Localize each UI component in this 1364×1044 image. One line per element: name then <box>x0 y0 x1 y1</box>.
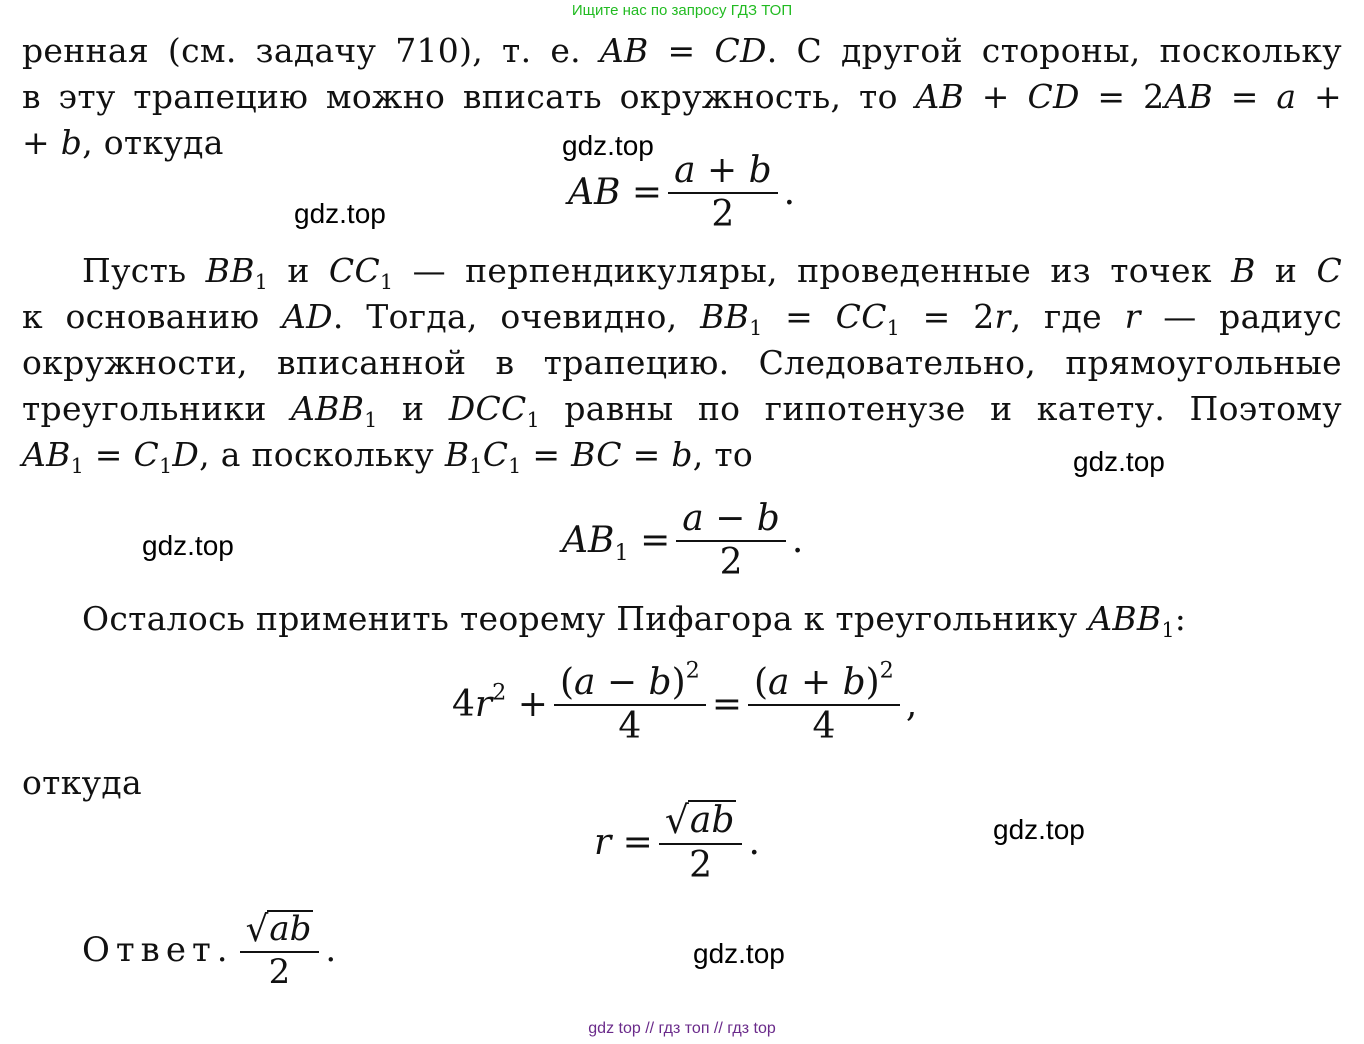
formula-r: r = √ ab 2 . <box>594 798 760 886</box>
text-line: Осталось применить теорему Пифагора к треугольнику $ABB_1$: <box>82 599 1187 643</box>
text-line: ренная (см. задачу 710), т. е. AB = CD. С другой стороны, поскольку <box>22 31 1343 70</box>
text-fragment: , откуда <box>82 123 224 162</box>
search-banner[interactable]: Ищите нас по запросу ГДЗ ТОП <box>571 2 793 19</box>
answer-label: Ответ. <box>82 930 234 971</box>
watermark: gdz.top <box>562 130 654 161</box>
text-line: к основанию AD. Тогда, очевидно, $BB_1 = CC_1 = 2r$, где r — радиус <box>22 297 1342 341</box>
text-line: в эту трапецию можно вписать окружность, то AB + CD = 2AB = a + <box>22 77 1343 116</box>
watermark: gdz.top <box>1073 446 1165 477</box>
text-fragment: , где <box>1010 297 1125 336</box>
watermark: gdz.top <box>993 814 1085 845</box>
fraction: √ ab 2 <box>659 800 743 885</box>
fraction: $\frac{(a - b)^2}{4}$ <box>554 664 706 746</box>
text-fragment: , а поскольку <box>199 435 445 474</box>
text-fragment: , то <box>692 435 754 474</box>
text-line: треугольники $ABB_1$ и $DCC_1$ равны по гипотенузе и катету. Поэтому <box>22 389 1342 433</box>
formula-ab1: $AB_1$ = $\frac{a - b}{2}$ . <box>562 498 804 583</box>
sqrt-symbol: √ ab <box>664 798 735 842</box>
formula-ab: AB = $\frac{a + b}{2}$ . <box>568 150 796 235</box>
fraction: $\frac{(a + b)^2}{4}$ <box>748 664 900 746</box>
text-fragment: — радиус <box>1140 297 1342 336</box>
text-line: окружности, вписанной в трапецию. Следовательно, прямоугольные <box>22 343 1342 382</box>
text-line: $AB_1 = C_1D$, а поскольку $B_1C_1$ = BC = b, то <box>22 435 754 479</box>
text-line: Пусть $BB_1$ и $CC_1$ — перпендикуляры, проведенные из точек B и C <box>82 251 1343 295</box>
watermark: gdz.top <box>142 530 234 561</box>
text-fragment: равны по гипотенузе и катету. Поэтому <box>539 389 1342 428</box>
text-fragment: и <box>377 389 449 428</box>
text-line: откуда <box>22 763 142 802</box>
text-fragment: Пусть <box>82 251 206 290</box>
answer: Ответ. √ ab 2 . <box>82 908 337 992</box>
footer-links[interactable]: gdz top // гдз топ // гдз top <box>588 1020 776 1037</box>
watermark: gdz.top <box>693 938 785 969</box>
text-fragment: к основанию <box>22 297 282 336</box>
watermark: gdz.top <box>294 198 386 229</box>
text-fragment: в эту трапецию можно вписать окружность, то <box>22 77 916 116</box>
text-fragment: Осталось применить теорему Пифагора к треугольнику <box>82 599 1089 638</box>
formula-pythagoras: $4r^2$ + $\frac{(a - b)^2}{4}$ = $\frac{(a + b)^2}{4}$ , <box>452 657 918 747</box>
text-fragment: и <box>1255 251 1317 290</box>
text-fragment: ренная (см. задачу 710), т. е. <box>22 31 600 70</box>
text-line: + b, откуда <box>22 123 224 162</box>
text-fragment: — перпендикуляры, проведенные из точек <box>393 251 1232 290</box>
text-fragment: треугольники <box>22 389 292 428</box>
fraction: $\frac{a + b}{2}$ <box>668 152 778 234</box>
sqrt-symbol: √ ab <box>245 908 312 950</box>
text-fragment: и <box>268 251 329 290</box>
text-fragment: . С другой стороны, поскольку <box>766 31 1343 70</box>
text-fragment: . Тогда, очевидно, <box>332 297 701 336</box>
fraction: $\frac{a - b}{2}$ <box>676 500 786 582</box>
fraction: √ ab 2 <box>240 910 320 990</box>
